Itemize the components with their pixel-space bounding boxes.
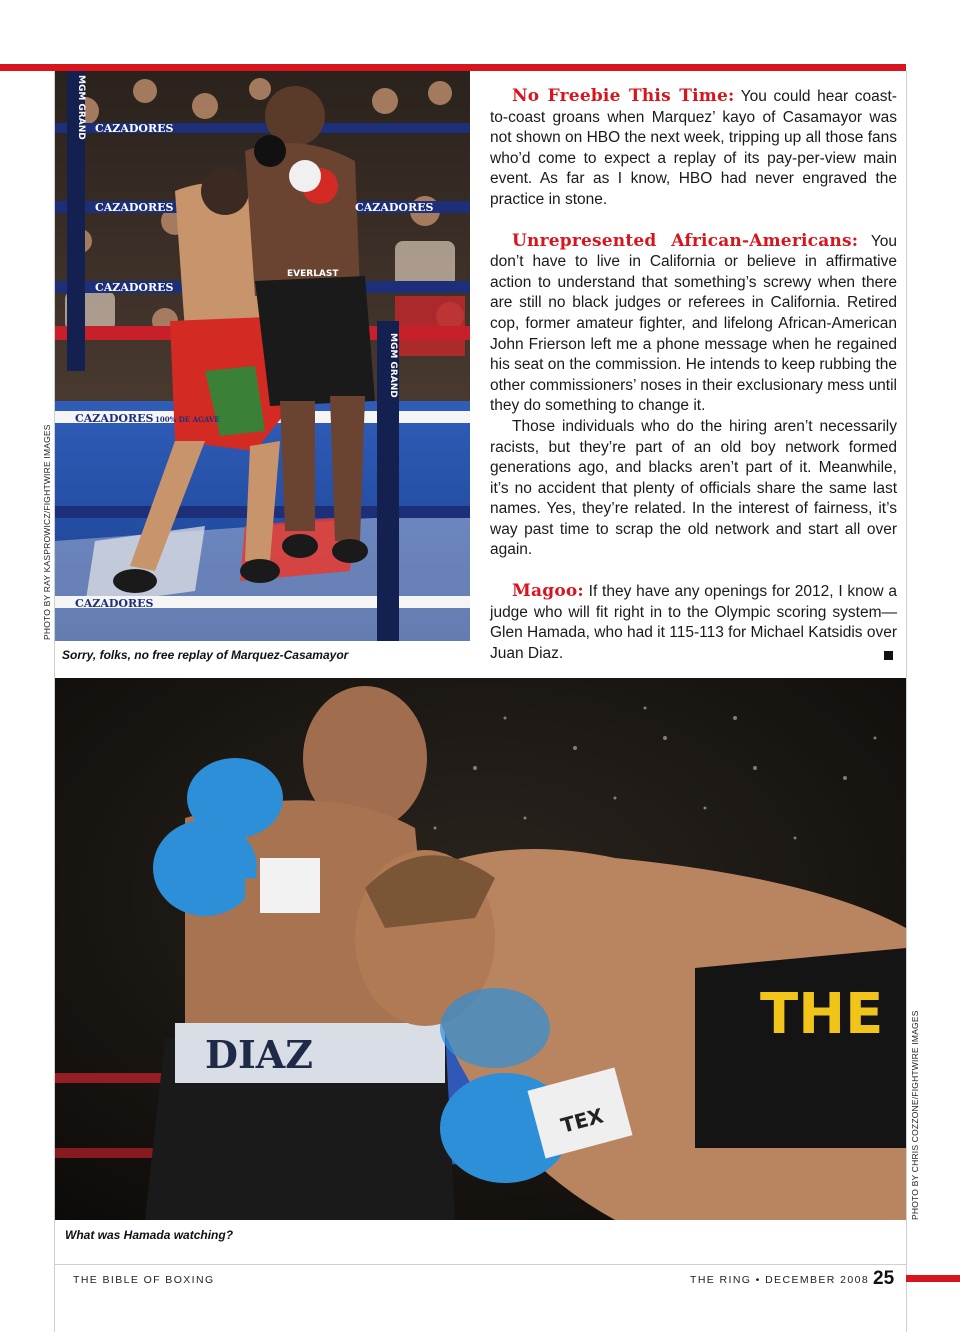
paragraph-text: If they have any openings for 2012, I know a judge who will fit right in to the Olympic scoring system—Glen Hamada, who had it 115-113 for Michael Katsidis over Juan Diaz. bbox=[490, 583, 897, 662]
article-body bbox=[490, 86, 897, 664]
section-lead: No Freebie This Time: bbox=[512, 86, 735, 106]
paragraph: Those individuals who do the hiring aren’t necessarily racists, but they’re part of an old boy network formed generations ago, and blacks aren’t part of it. Meanwhile, it’s no accident that plenty of officials share the same last names. Yes, they’re related. In the interest of fairness, it’s way past time to scrap the old network and start all over again. bbox=[490, 417, 897, 559]
boxing-action-illustration bbox=[55, 678, 906, 1220]
section-lead: Magoo: bbox=[512, 581, 584, 602]
paragraph-text: You don’t have to live in California or believe in affirmative action to understand that something’s screwy when there are still no black judges or referees in California. Retired cop, former amateur fighter, and lifelong African-American John Frierson left me a phone message when he regained his seat on the commission. He intends to keep rubbing the other commissioners’ noses in their exclusionary mess until they do something to change it. bbox=[490, 232, 897, 415]
section-unrepresented bbox=[490, 231, 897, 562]
glove-tex: TEX bbox=[558, 1103, 606, 1138]
photo-diaz-katsidis bbox=[55, 678, 906, 1220]
paragraph bbox=[490, 581, 897, 664]
rope-sign-cazadores-2: CAZADORES bbox=[95, 201, 174, 214]
section-lead: Unrepresented African-Americans: bbox=[512, 230, 859, 251]
left-post-mgm: MGM GRAND bbox=[76, 75, 86, 140]
top-red-rule bbox=[0, 64, 906, 71]
footer-rule bbox=[55, 1264, 906, 1265]
page-number: 25 bbox=[873, 1268, 895, 1289]
trunks-the: THE bbox=[760, 982, 884, 1047]
paragraph bbox=[490, 231, 897, 417]
top-photo-credit: PHOTO BY RAY KASPROWICZ/FIGHTWIRE IMAGES bbox=[42, 424, 52, 640]
trunks-diaz: DIAZ bbox=[205, 1032, 313, 1077]
paragraph-text: You could hear coast-to-coast groans when Marquez’ kayo of Casamayor was not shown on HBO the next week, tripping up all those fans who’d come to expect a replay of its pay-per-view main event. As far as I know, HBO had never engraved the practice in stone. bbox=[490, 88, 897, 208]
rope-sign-agave: 100% DE AGAVE bbox=[155, 415, 220, 424]
boxing-ring-illustration bbox=[55, 71, 470, 641]
page-number-bar bbox=[906, 1275, 960, 1282]
section-no-freebie bbox=[490, 86, 897, 211]
trunks-everlast: EVERLAST bbox=[287, 269, 339, 279]
rope-sign-cazadores-6: CAZADORES bbox=[75, 597, 154, 610]
corner-post-mgm: MGM GRAND bbox=[388, 333, 398, 398]
right-margin-line bbox=[906, 71, 907, 1332]
paragraph bbox=[490, 86, 897, 211]
bottom-photo-caption: What was Hamada watching? bbox=[65, 1228, 234, 1242]
footer-tagline: THE BIBLE OF BOXING bbox=[73, 1274, 215, 1286]
bottom-photo-credit: PHOTO BY CHRIS COZZONE/FIGHTWIRE IMAGES bbox=[910, 1010, 920, 1220]
footer-issue: THE RING • DECEMBER 2008 bbox=[690, 1274, 870, 1286]
rope-sign-cazadores-5: CAZADORES bbox=[75, 412, 154, 425]
photo-marquez-casamayor bbox=[55, 71, 470, 641]
rope-sign-cazadores-4: CAZADORES bbox=[95, 281, 174, 294]
section-magoo bbox=[490, 581, 897, 664]
rope-sign-cazadores-1: CAZADORES bbox=[95, 122, 174, 135]
top-photo-caption: Sorry, folks, no free replay of Marquez-Casamayor bbox=[62, 648, 349, 662]
rope-sign-cazadores-3: CAZADORES bbox=[355, 201, 434, 214]
end-of-article-mark bbox=[884, 651, 893, 660]
